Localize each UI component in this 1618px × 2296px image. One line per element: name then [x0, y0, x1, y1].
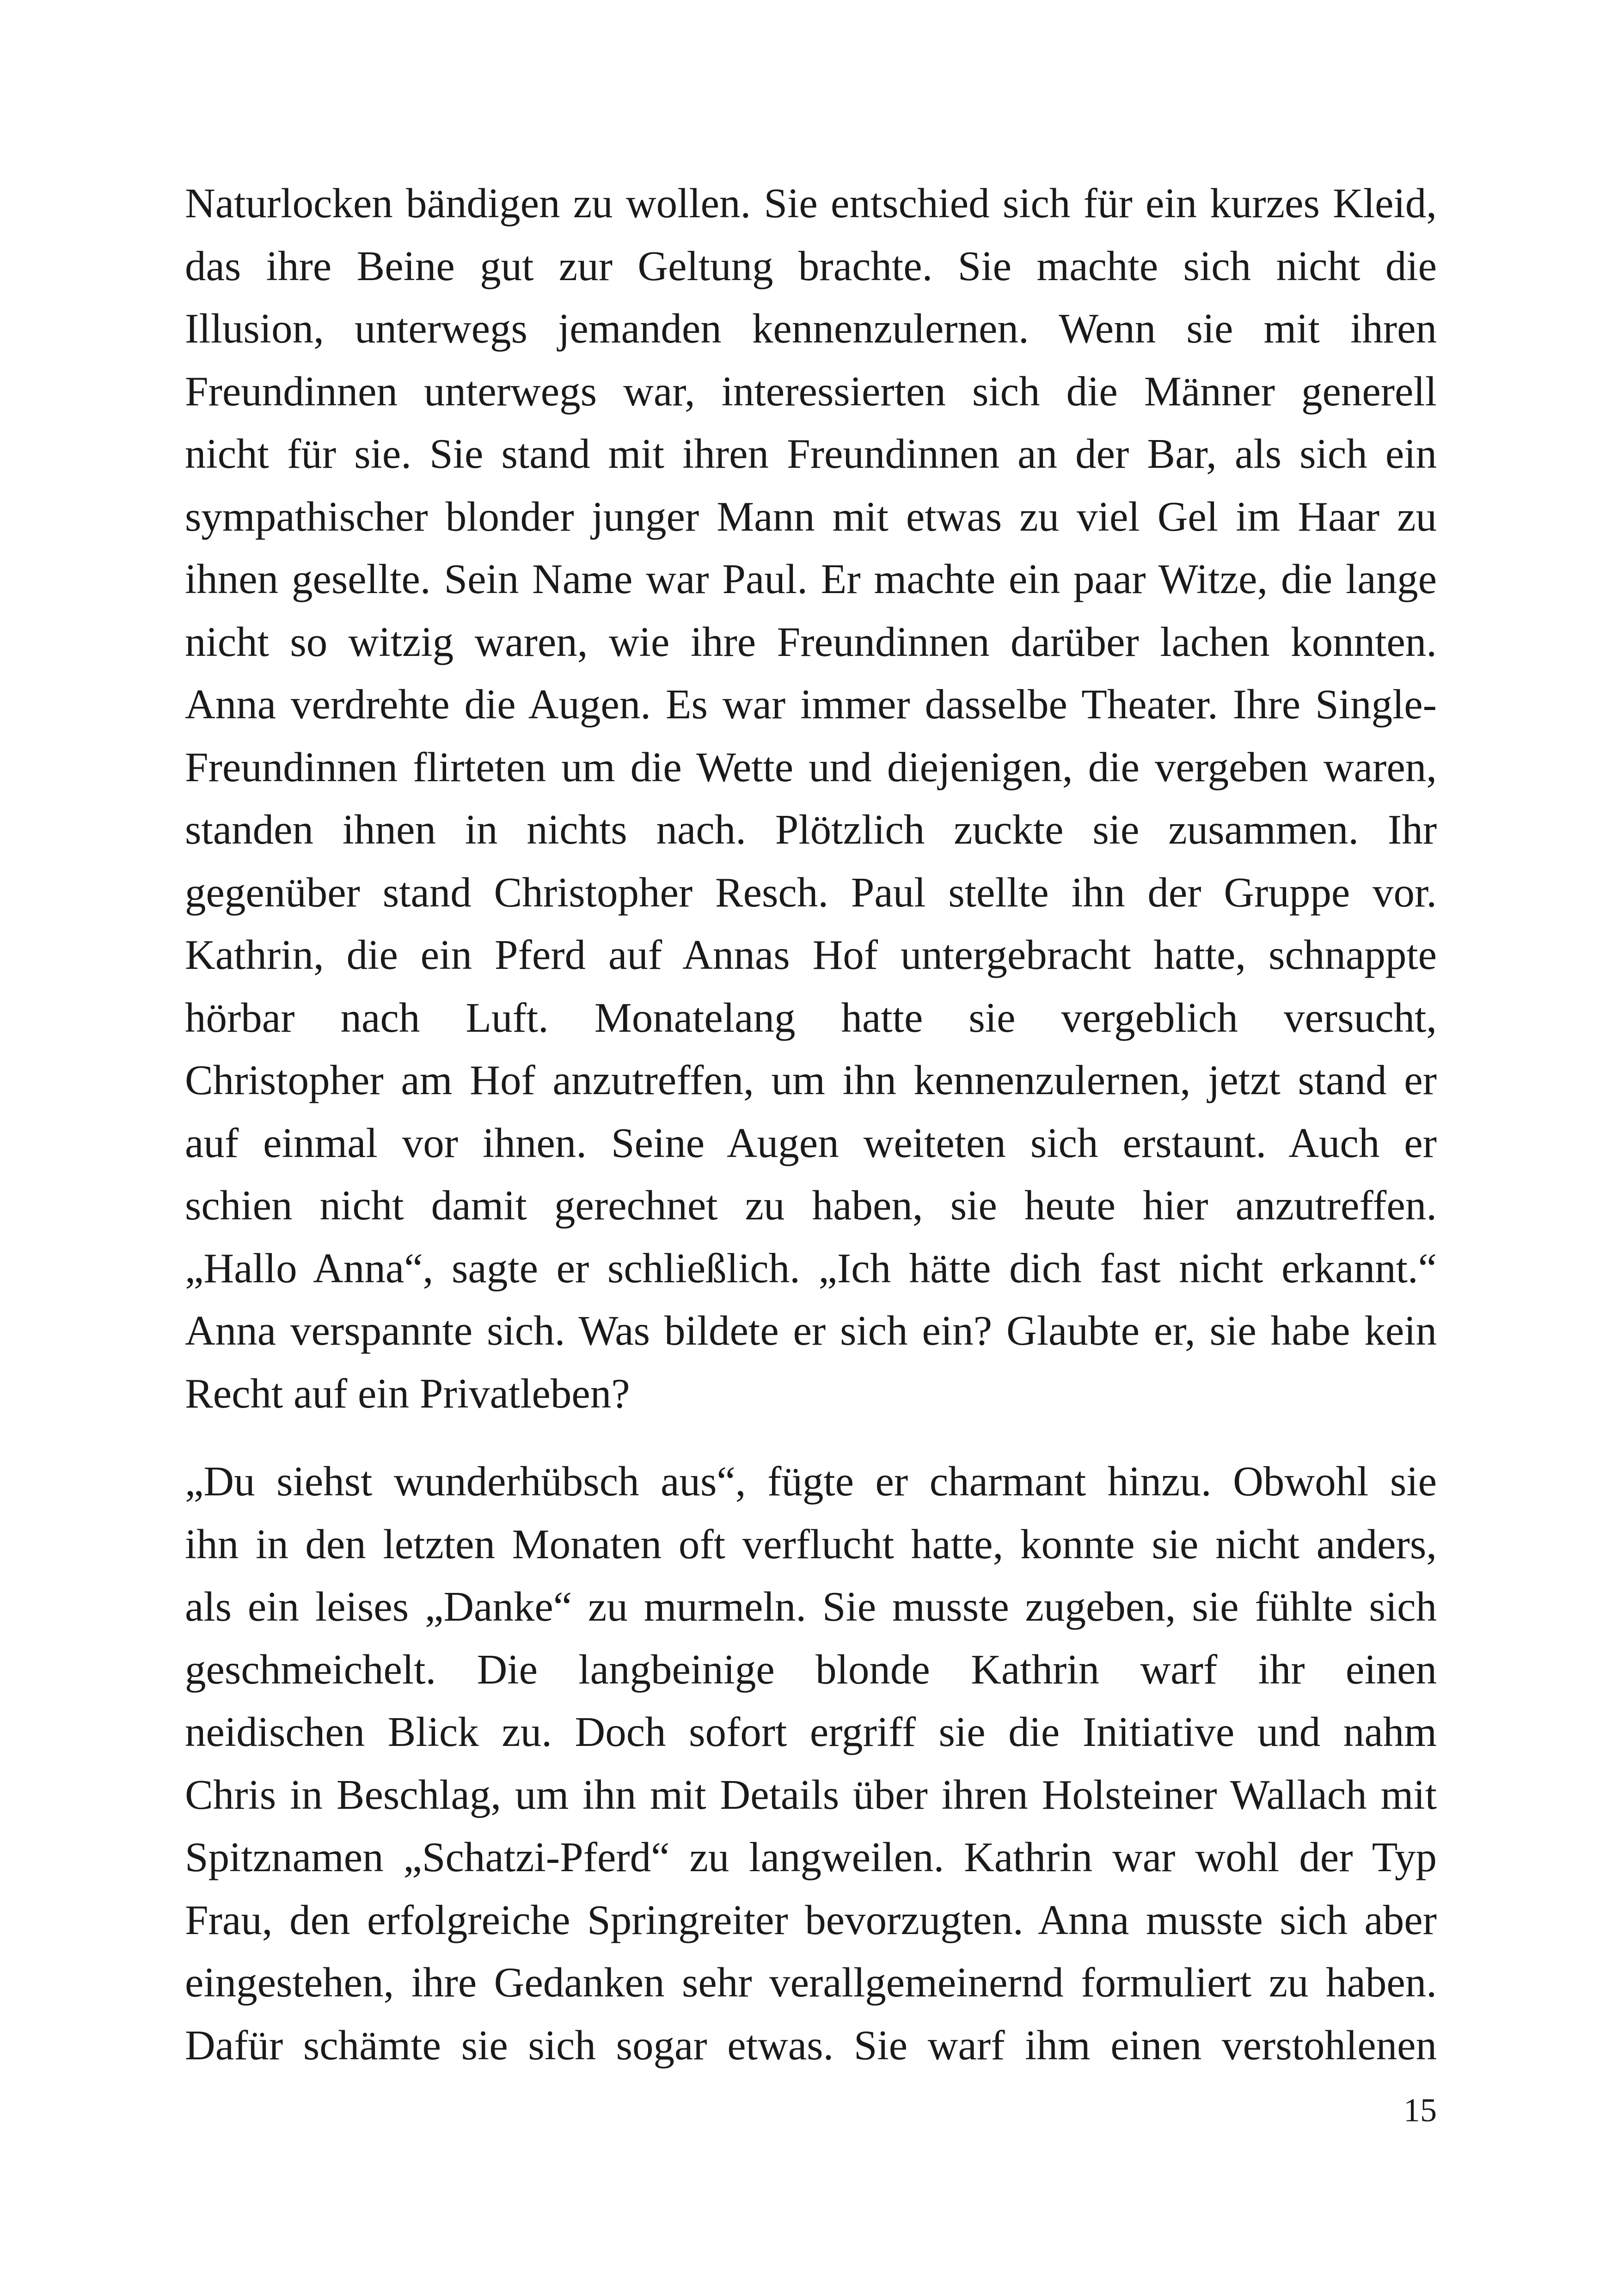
- text-line: geschmeichelt. Die langbeinige blonde Kathrin warf ihr einen: [185, 1646, 1437, 1693]
- text-line: Freundinnen unterwegs war, interessierten sich die Männer generell: [185, 367, 1437, 415]
- text-line: sympathischer blonder junger Mann mit etwas zu viel Gel im Haar zu: [185, 493, 1437, 540]
- text-line: „Hallo Anna“, sagte er schließlich. „Ich hätte dich fast nicht erkannt.“: [185, 1244, 1437, 1292]
- text-line: hörbar nach Luft. Monatelang hatte sie vergeblich versucht,: [185, 994, 1437, 1041]
- text-line: eingestehen, ihre Gedanken sehr verallgemeinernd formuliert zu haben.: [185, 1959, 1437, 2006]
- body-text: [185, 172, 1437, 2076]
- text-line: ihn in den letzten Monaten oft verflucht hatte, konnte sie nicht anders,: [185, 1520, 1437, 1567]
- text-line: Chris in Beschlag, um ihn mit Details über ihren Holsteiner Wallach mit: [185, 1771, 1437, 1818]
- text-line: gegenüber stand Christopher Resch. Paul stellte ihn der Gruppe vor.: [185, 869, 1437, 916]
- text-line: standen ihnen in nichts nach. Plötzlich zuckte sie zusammen. Ihr: [185, 806, 1437, 853]
- paragraph-2: [185, 1450, 1437, 2076]
- text-line: Frau, den erfolgreiche Springreiter bevorzugten. Anna musste sich aber: [185, 1896, 1437, 1943]
- text-line: Dafür schämte sie sich sogar etwas. Sie warf ihm einen verstohlenen: [185, 2021, 1437, 2069]
- text-line: neidischen Blick zu. Doch sofort ergriff sie die Initiative und nahm: [185, 1708, 1437, 1755]
- text-line: Anna verspannte sich. Was bildete er sich ein? Glaubte er, sie habe kein: [185, 1307, 1437, 1354]
- page-number: 15: [1403, 2092, 1437, 2129]
- text-line: ihnen gesellte. Sein Name war Paul. Er machte ein paar Witze, die lange: [185, 556, 1437, 602]
- text-line: als ein leises „Danke“ zu murmeln. Sie musste zugeben, sie fühlte sich: [185, 1583, 1437, 1630]
- text-line: nicht für sie. Sie stand mit ihren Freundinnen an der Bar, als sich ein: [185, 430, 1437, 477]
- text-line: das ihre Beine gut zur Geltung brachte. Sie machte sich nicht die: [185, 242, 1437, 289]
- text-line: Illusion, unterwegs jemanden kennenzulernen. Wenn sie mit ihren: [185, 305, 1437, 352]
- text-line: Naturlocken bändigen zu wollen. Sie entschied sich für ein kurzes Kleid,: [185, 180, 1437, 227]
- text-line: Freundinnen flirteten um die Wette und diejenigen, die vergeben waren,: [185, 743, 1437, 790]
- text-line: Anna verdrehte die Augen. Es war immer dasselbe Theater. Ihre Single-: [185, 681, 1437, 728]
- text-line: Recht auf ein Privatleben?: [185, 1370, 630, 1417]
- text-line: „Du siehst wunderhübsch aus“, fügte er charmant hinzu. Obwohl sie: [185, 1458, 1437, 1505]
- text-line: Spitznamen „Schatzi-Pferd“ zu langweilen. Kathrin war wohl der Typ: [185, 1834, 1437, 1880]
- text-line: Christopher am Hof anzutreffen, um ihn kennenzulernen, jetzt stand er: [185, 1057, 1437, 1103]
- text-line: auf einmal vor ihnen. Seine Augen weiteten sich erstaunt. Auch er: [185, 1119, 1437, 1166]
- paragraph-1: [185, 172, 1437, 1425]
- text-line: schien nicht damit gerechnet zu haben, sie heute hier anzutreffen.: [185, 1182, 1437, 1229]
- text-line: Kathrin, die ein Pferd auf Annas Hof untergebracht hatte, schnappte: [185, 931, 1437, 978]
- text-line: nicht so witzig waren, wie ihre Freundinnen darüber lachen konnten.: [185, 618, 1437, 665]
